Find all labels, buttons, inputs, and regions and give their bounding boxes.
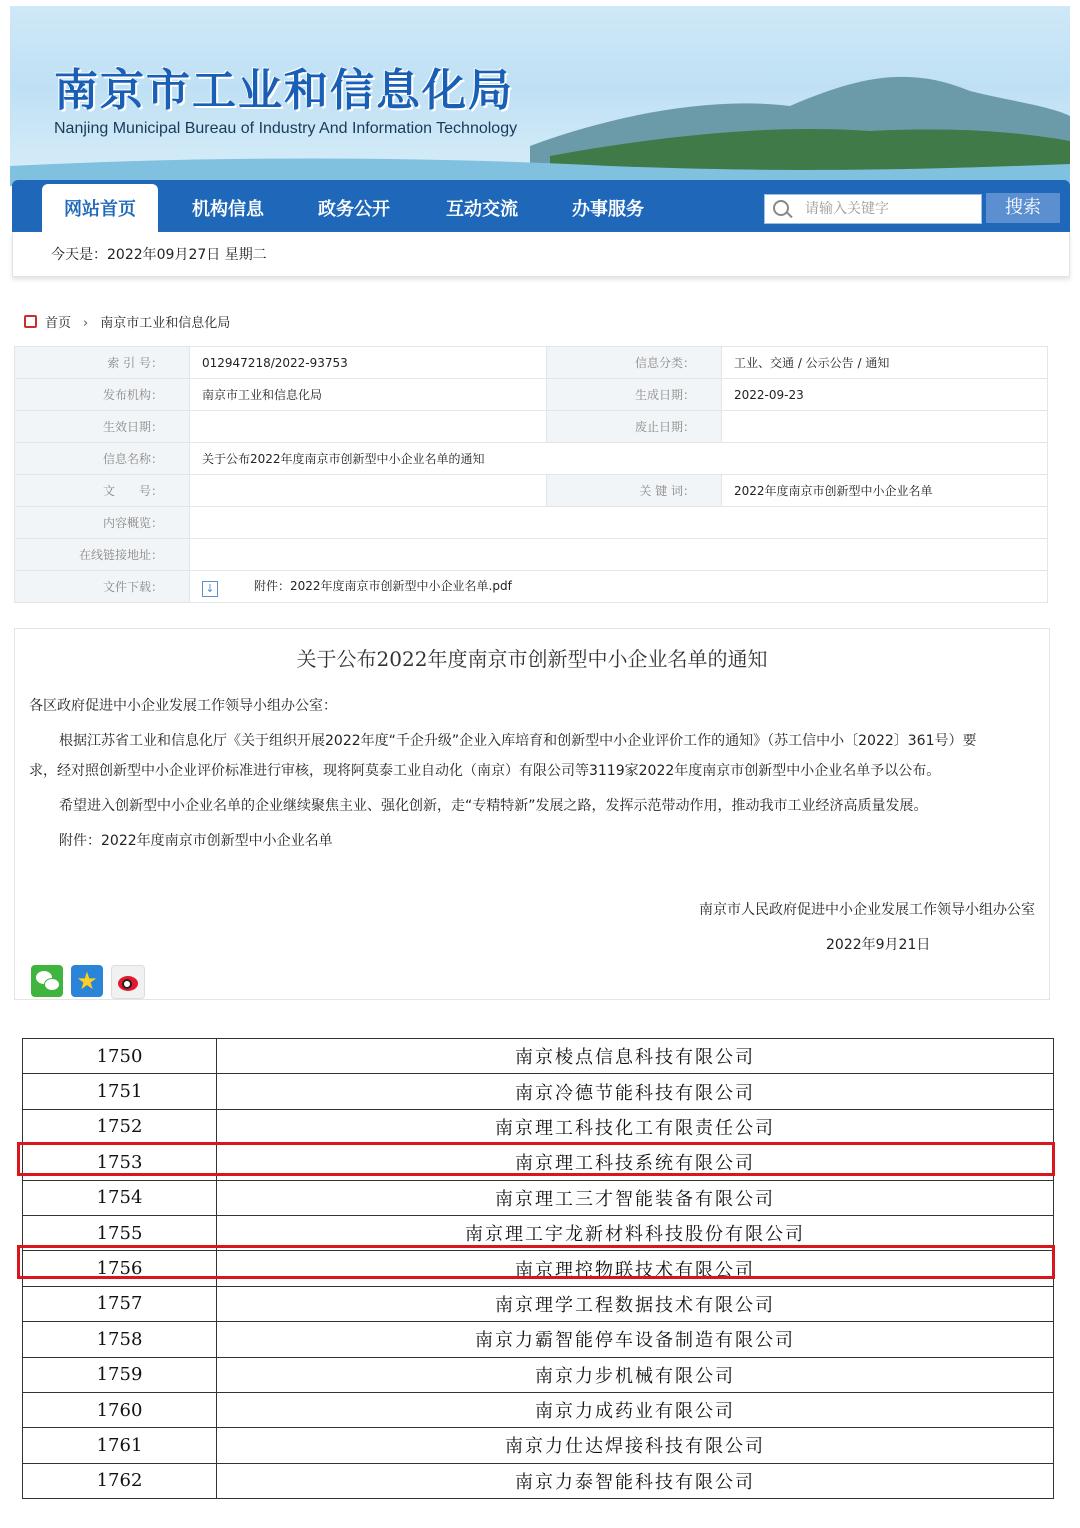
nav-government-affairs[interactable]: 政务公开	[318, 199, 390, 220]
company-name: 南京力成药业有限公司	[217, 1392, 1054, 1427]
meta-docno-label: 文 号：	[15, 475, 190, 507]
company-name: 南京冷德节能科技有限公司	[217, 1074, 1054, 1109]
meta-link-label: 在线链接地址：	[15, 539, 190, 571]
meta-publisher-label: 发布机构：	[15, 379, 190, 411]
row-number: 1751	[23, 1074, 217, 1109]
site-banner	[10, 6, 1070, 186]
table-row	[23, 1428, 1054, 1463]
search-icon	[773, 200, 789, 216]
article-paragraph-1-line-1: 根据江苏省工业和信息化厅《关于组织开展2022年度“千企升级”企业入库培育和创新型中小企业评价工作的通知》（苏工信中小〔2022〕361号）要	[59, 733, 977, 749]
article-paragraph-1-line-2: 求，经对照创新型中小企业评价标准进行审核，现将阿莫泰工业自动化（南京）有限公司等3119家2022年度南京市创新型中小企业名单予以公布。	[29, 763, 941, 779]
company-name: 南京力仕达焊接科技有限公司	[217, 1428, 1054, 1463]
article-salutation: 各区政府促进中小企业发展工作领导小组办公室：	[29, 698, 337, 714]
search-box	[764, 194, 982, 224]
meta-effective-label: 生效日期：	[15, 411, 190, 443]
document-meta-table	[14, 346, 1048, 603]
wechat-share-icon[interactable]	[31, 965, 63, 997]
meta-publisher-value: 南京市工业和信息化局	[190, 379, 547, 411]
meta-created-label: 生成日期：	[547, 379, 722, 411]
company-name: 南京理工科技化工有限责任公司	[217, 1109, 1054, 1144]
company-name: 南京理工宇龙新材料科技股份有限公司	[217, 1215, 1054, 1250]
company-name: 南京力步机械有限公司	[217, 1357, 1054, 1392]
date-bar	[12, 232, 1070, 277]
company-name: 南京力泰智能科技有限公司	[217, 1463, 1054, 1498]
home-icon	[24, 315, 37, 328]
meta-category-label: 信息分类：	[547, 347, 722, 379]
nav-home[interactable]: 网站首页	[42, 184, 158, 232]
meta-download-cell	[190, 571, 1048, 603]
chevron-right-icon: ›	[83, 316, 89, 331]
search-input[interactable]	[803, 197, 977, 221]
row-number: 1755	[23, 1215, 217, 1250]
breadcrumb-current[interactable]: 南京市工业和信息化局	[100, 316, 231, 331]
company-name: 南京理工三才智能装备有限公司	[217, 1180, 1054, 1215]
table-row	[23, 1180, 1054, 1215]
highlight-box	[17, 1245, 1055, 1279]
row-number: 1761	[23, 1428, 217, 1463]
meta-download-link[interactable]: 附件：2022年度南京市创新型中小企业名单.pdf	[254, 578, 512, 593]
meta-link-value	[190, 539, 1048, 571]
table-row	[23, 1109, 1054, 1144]
main-navbar	[12, 180, 1070, 232]
row-number: 1750	[23, 1039, 217, 1074]
row-number: 1754	[23, 1180, 217, 1215]
site-subtitle: Nanjing Municipal Bureau of Industry And Information Technology	[54, 120, 518, 137]
search-button[interactable]: 搜索	[986, 193, 1060, 223]
highlight-box	[17, 1142, 1055, 1176]
company-name: 南京理学工程数据技术有限公司	[217, 1286, 1054, 1321]
row-number: 1758	[23, 1322, 217, 1357]
meta-expire-label: 废止日期：	[547, 411, 722, 443]
nav-organization[interactable]: 机构信息	[192, 199, 264, 220]
company-name: 南京理工科技系统有限公司	[217, 1145, 1054, 1180]
table-row	[23, 1322, 1054, 1357]
meta-category-value: 工业、交通 / 公示公告 / 通知	[722, 347, 1048, 379]
row-number: 1762	[23, 1463, 217, 1498]
row-number: 1759	[23, 1357, 217, 1392]
qzone-share-icon[interactable]: ★	[71, 965, 103, 997]
row-number: 1752	[23, 1109, 217, 1144]
nav-services[interactable]: 办事服务	[572, 199, 644, 220]
row-number: 1760	[23, 1392, 217, 1427]
article-title: 关于公布2022年度南京市创新型中小企业名单的通知	[296, 647, 768, 671]
meta-expire-value	[722, 411, 1048, 443]
meta-docno-value	[190, 475, 547, 507]
today-date: 今天是：2022年09月27日 星期二	[51, 247, 267, 263]
article-attachment: 附件：2022年度南京市创新型中小企业名单	[59, 833, 333, 849]
meta-created-value: 2022-09-23	[722, 379, 1048, 411]
meta-keyword-value: 2022年度南京市创新型中小企业名单	[722, 475, 1048, 507]
article-date: 2022年9月21日	[826, 937, 931, 953]
meta-name-value: 关于公布2022年度南京市创新型中小企业名单的通知	[190, 443, 1048, 475]
article-signer: 南京市人民政府促进中小企业发展工作领导小组办公室	[699, 902, 1035, 918]
download-icon[interactable]: ↓	[202, 581, 218, 597]
company-name: 南京棱点信息科技有限公司	[217, 1039, 1054, 1074]
meta-index-label: 索 引 号：	[15, 347, 190, 379]
article-body	[14, 628, 1050, 1000]
row-number: 1756	[23, 1251, 217, 1286]
weibo-share-icon[interactable]	[111, 965, 145, 999]
table-row	[23, 1074, 1054, 1109]
breadcrumb	[24, 312, 230, 331]
breadcrumb-home[interactable]: 首页	[45, 316, 72, 331]
meta-effective-value	[190, 411, 547, 443]
nav-interaction[interactable]: 互动交流	[446, 199, 518, 220]
site-title: 南京市工业和信息化局	[54, 65, 514, 116]
meta-download-label: 文件下载：	[15, 571, 190, 603]
meta-keyword-label: 关 键 词：	[547, 475, 722, 507]
article-paragraph-2: 希望进入创新型中小企业名单的企业继续聚焦主业、强化创新，走“专精特新”发展之路，发挥示范带动作用，推动我市工业经济高质量发展。	[59, 798, 928, 814]
company-name: 南京理控物联技术有限公司	[217, 1251, 1054, 1286]
table-row	[23, 1463, 1054, 1498]
company-name: 南京力霸智能停车设备制造有限公司	[217, 1322, 1054, 1357]
table-row	[23, 1357, 1054, 1392]
table-row	[23, 1392, 1054, 1427]
row-number: 1753	[23, 1145, 217, 1180]
meta-index-value: 012947218/2022-93753	[190, 347, 547, 379]
row-number: 1757	[23, 1286, 217, 1321]
meta-name-label: 信息名称：	[15, 443, 190, 475]
meta-summary-label: 内容概览：	[15, 507, 190, 539]
table-row	[23, 1039, 1054, 1074]
table-row	[23, 1286, 1054, 1321]
meta-summary-value	[190, 507, 1048, 539]
